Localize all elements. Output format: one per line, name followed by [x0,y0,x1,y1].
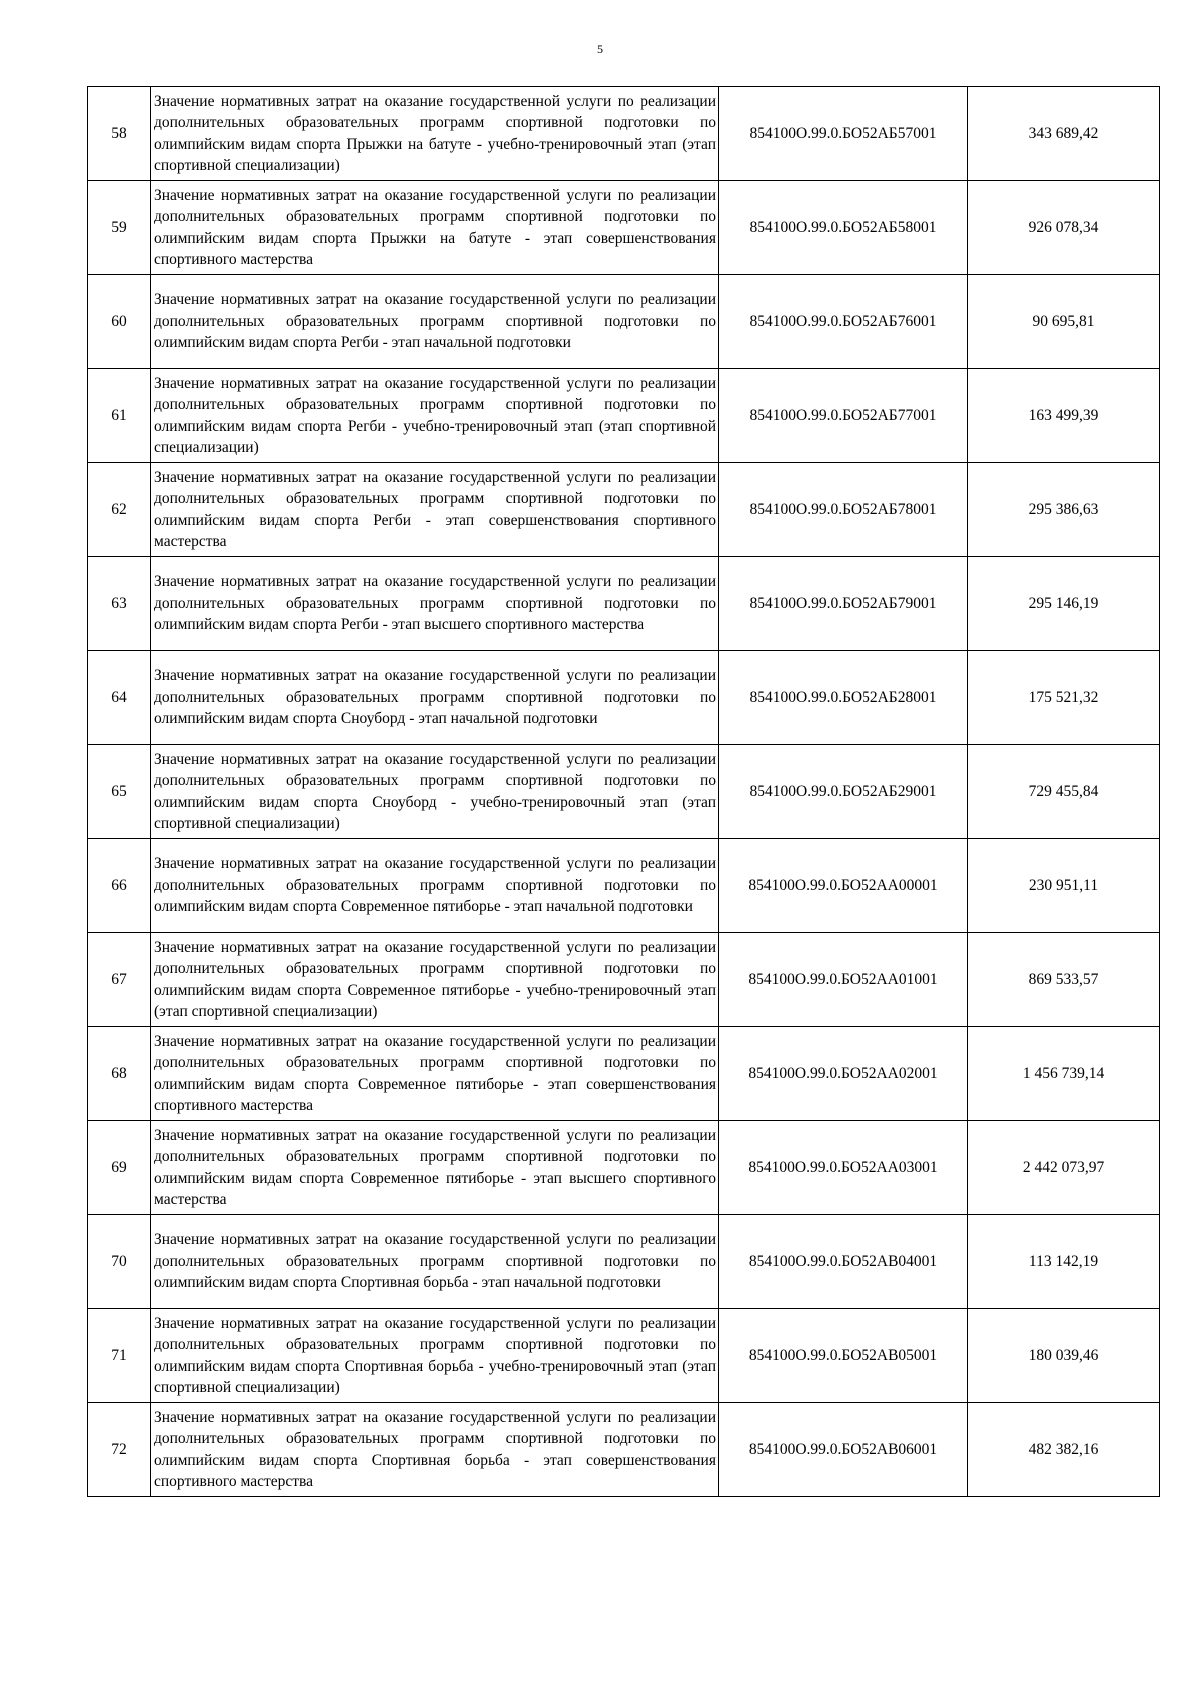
row-description: Значение нормативных затрат на оказание государственной услуги по реализации дополнительных образовательных программ спортивной подготовки по олимпийским видам спорта Спортивная борьба - учебно-тренировочный этап (этап спортивной специализации) [151,1309,719,1403]
row-code: 854100О.99.0.БО52АВ06001 [719,1403,968,1497]
table-row [88,369,1160,463]
row-value: 869 533,57 [968,933,1160,1027]
row-number: 63 [88,557,151,651]
row-number: 61 [88,369,151,463]
row-number: 71 [88,1309,151,1403]
table-row [88,651,1160,745]
table-row [88,87,1160,181]
table-row [88,1027,1160,1121]
row-number: 68 [88,1027,151,1121]
row-value: 163 499,39 [968,369,1160,463]
row-code: 854100О.99.0.БО52АБ57001 [719,87,968,181]
row-description: Значение нормативных затрат на оказание государственной услуги по реализации дополнительных образовательных программ спортивной подготовки по олимпийским видам спорта Регби - учебно-тренировочный этап (этап спортивной специализации) [151,369,719,463]
row-value: 295 146,19 [968,557,1160,651]
row-code: 854100О.99.0.БО52АВ04001 [719,1215,968,1309]
table-row [88,933,1160,1027]
row-value: 175 521,32 [968,651,1160,745]
table-row [88,745,1160,839]
norms-table [87,86,1160,1497]
row-number: 64 [88,651,151,745]
row-description: Значение нормативных затрат на оказание государственной услуги по реализации дополнительных образовательных программ спортивной подготовки по олимпийским видам спорта Регби - этап совершенствования спортивного мастерства [151,463,719,557]
table-row [88,1403,1160,1497]
table-body [88,87,1160,1497]
row-value: 729 455,84 [968,745,1160,839]
row-number: 70 [88,1215,151,1309]
page-number: 5 [597,42,603,56]
row-number: 65 [88,745,151,839]
row-description: Значение нормативных затрат на оказание государственной услуги по реализации дополнительных образовательных программ спортивной подготовки по олимпийским видам спорта Современное пятиборье - этап начальной подготовки [151,839,719,933]
row-code: 854100О.99.0.БО52АА03001 [719,1121,968,1215]
row-description: Значение нормативных затрат на оказание государственной услуги по реализации дополнительных образовательных программ спортивной подготовки по олимпийским видам спорта Сноуборд - этап начальной подготовки [151,651,719,745]
row-number: 72 [88,1403,151,1497]
row-value: 90 695,81 [968,275,1160,369]
row-value: 180 039,46 [968,1309,1160,1403]
table-row [88,1121,1160,1215]
row-value: 2 442 073,97 [968,1121,1160,1215]
row-code: 854100О.99.0.БО52АБ76001 [719,275,968,369]
row-code: 854100О.99.0.БО52АБ28001 [719,651,968,745]
table-row [88,181,1160,275]
row-number: 67 [88,933,151,1027]
row-value: 482 382,16 [968,1403,1160,1497]
row-number: 58 [88,87,151,181]
table-row [88,1309,1160,1403]
row-value: 295 386,63 [968,463,1160,557]
row-number: 66 [88,839,151,933]
row-number: 69 [88,1121,151,1215]
table-row [88,839,1160,933]
row-description: Значение нормативных затрат на оказание государственной услуги по реализации дополнительных образовательных программ спортивной подготовки по олимпийским видам спорта Современное пятиборье - этап высшего спортивного мастерства [151,1121,719,1215]
row-value: 113 142,19 [968,1215,1160,1309]
row-description: Значение нормативных затрат на оказание государственной услуги по реализации дополнительных образовательных программ спортивной подготовки по олимпийским видам спорта Регби - этап начальной подготовки [151,275,719,369]
row-description: Значение нормативных затрат на оказание государственной услуги по реализации дополнительных образовательных программ спортивной подготовки по олимпийским видам спорта Спортивная борьба - этап начальной подготовки [151,1215,719,1309]
table-row [88,1215,1160,1309]
table-row [88,463,1160,557]
row-value: 343 689,42 [968,87,1160,181]
row-number: 60 [88,275,151,369]
row-code: 854100О.99.0.БО52АБ58001 [719,181,968,275]
row-code: 854100О.99.0.БО52АА02001 [719,1027,968,1121]
row-code: 854100О.99.0.БО52АА01001 [719,933,968,1027]
row-code: 854100О.99.0.БО52АБ79001 [719,557,968,651]
row-code: 854100О.99.0.БО52АВ05001 [719,1309,968,1403]
row-value: 230 951,11 [968,839,1160,933]
row-code: 854100О.99.0.БО52АА00001 [719,839,968,933]
row-description: Значение нормативных затрат на оказание государственной услуги по реализации дополнительных образовательных программ спортивной подготовки по олимпийским видам спорта Прыжки на батуте - этап совершенствования спортивного мастерства [151,181,719,275]
row-code: 854100О.99.0.БО52АБ77001 [719,369,968,463]
row-description: Значение нормативных затрат на оказание государственной услуги по реализации дополнительных образовательных программ спортивной подготовки по олимпийским видам спорта Спортивная борьба - этап совершенствования спортивного мастерства [151,1403,719,1497]
row-description: Значение нормативных затрат на оказание государственной услуги по реализации дополнительных образовательных программ спортивной подготовки по олимпийским видам спорта Прыжки на батуте - учебно-тренировочный этап (этап спортивной специализации) [151,87,719,181]
table-row [88,275,1160,369]
row-value: 1 456 739,14 [968,1027,1160,1121]
row-number: 59 [88,181,151,275]
row-value: 926 078,34 [968,181,1160,275]
table-row [88,557,1160,651]
row-code: 854100О.99.0.БО52АБ29001 [719,745,968,839]
row-code: 854100О.99.0.БО52АБ78001 [719,463,968,557]
row-description: Значение нормативных затрат на оказание государственной услуги по реализации дополнительных образовательных программ спортивной подготовки по олимпийским видам спорта Современное пятиборье - учебно-тренировочный этап (этап спортивной специализации) [151,933,719,1027]
row-description: Значение нормативных затрат на оказание государственной услуги по реализации дополнительных образовательных программ спортивной подготовки по олимпийским видам спорта Современное пятиборье - этап совершенствования спортивного мастерства [151,1027,719,1121]
row-description: Значение нормативных затрат на оказание государственной услуги по реализации дополнительных образовательных программ спортивной подготовки по олимпийским видам спорта Сноуборд - учебно-тренировочный этап (этап спортивной специализации) [151,745,719,839]
row-number: 62 [88,463,151,557]
row-description: Значение нормативных затрат на оказание государственной услуги по реализации дополнительных образовательных программ спортивной подготовки по олимпийским видам спорта Регби - этап высшего спортивного мастерства [151,557,719,651]
